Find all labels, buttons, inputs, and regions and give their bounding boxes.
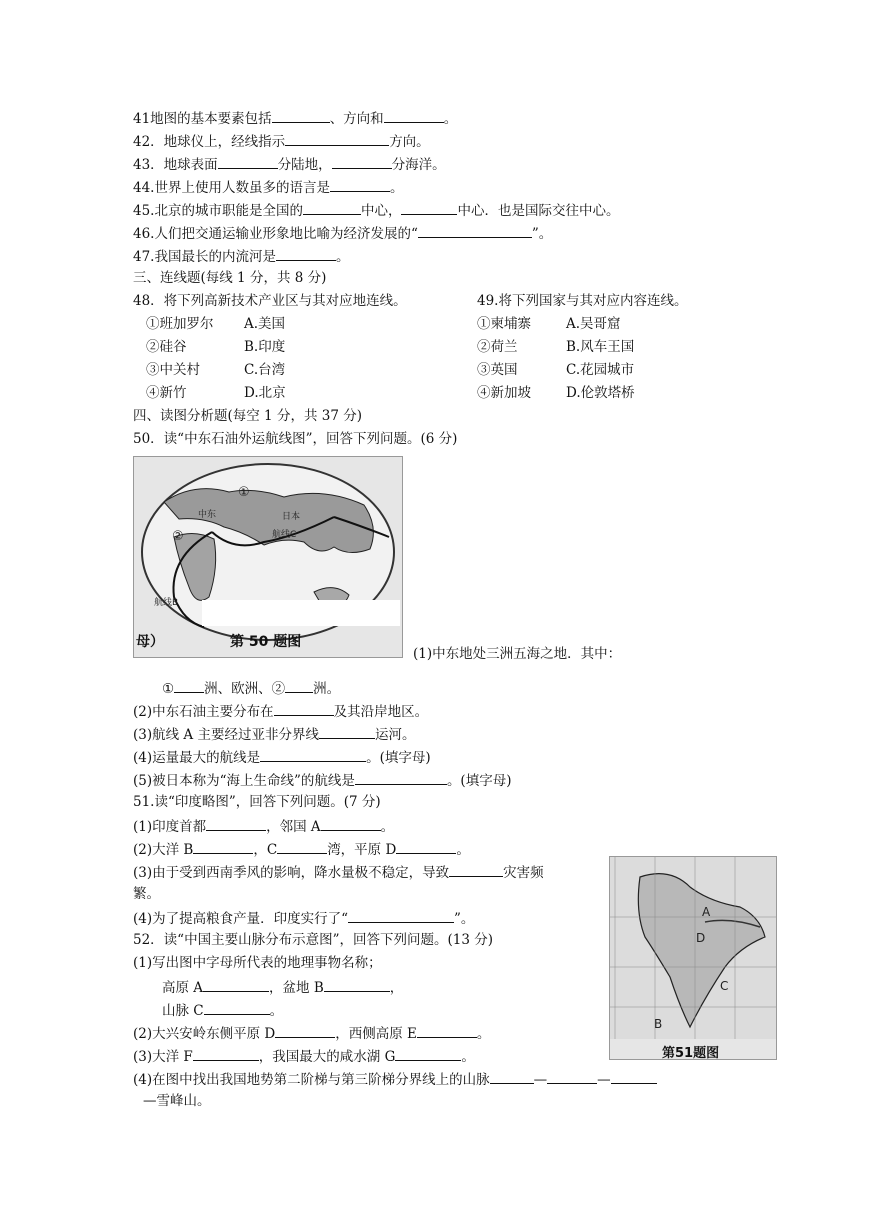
answer-blank[interactable] xyxy=(324,977,390,992)
answer-blank[interactable] xyxy=(277,839,327,854)
question-49-title: 49.将下列国家与其对应内容连线。 xyxy=(477,293,688,309)
figure-50-caption: 第 50 题图 xyxy=(230,634,302,650)
q49-right-2[interactable]: B.风车王国 xyxy=(566,339,635,355)
question-45: 45.北京的城市职能是全国的 中心， 中心．也是国际交往中心。 xyxy=(133,200,619,220)
answer-blank[interactable] xyxy=(611,1069,657,1084)
answer-blank[interactable] xyxy=(285,678,313,693)
answer-blank[interactable] xyxy=(348,908,454,923)
answer-blank[interactable] xyxy=(193,839,253,854)
q49-right-4[interactable]: D.伦敦塔桥 xyxy=(566,385,635,401)
map-blank-overlay xyxy=(202,600,400,626)
answer-blank[interactable] xyxy=(547,1069,597,1084)
q48-left-3[interactable]: ③中关村 xyxy=(146,362,200,378)
answer-blank[interactable] xyxy=(204,1000,270,1015)
q52-part-1-line-2: 山脉 C 。 xyxy=(162,1000,283,1020)
question-47: 47.我国最长的内流河是 。 xyxy=(133,246,349,266)
section-3-heading: 三、连线题(每线 1 分，共 8 分) xyxy=(133,270,327,286)
answer-blank[interactable] xyxy=(274,701,334,716)
q51-part-3: (3)由于受到西南季风的影响，降水量极不稳定，导致 灾害频 xyxy=(133,862,544,882)
q48-left-1[interactable]: ①班加罗尔 xyxy=(146,316,214,332)
answer-blank[interactable] xyxy=(395,1046,461,1061)
map-label-1: ① xyxy=(238,485,250,500)
india-map-label-d: D xyxy=(696,931,706,945)
answer-blank[interactable] xyxy=(396,839,456,854)
q52-part-1-line-1: 高原 A ，盆地 B ， xyxy=(162,977,403,997)
answer-blank[interactable] xyxy=(218,154,278,169)
section-4-heading: 四、读图分析题(每空 1 分，共 37 分) xyxy=(133,408,362,424)
q52-part-4: (4)在图中找出我国地势第二阶梯与第三阶梯分界线上的山脉 — — xyxy=(133,1069,657,1089)
q48-left-4[interactable]: ④新竹 xyxy=(146,385,187,401)
answer-blank[interactable] xyxy=(449,862,503,877)
q50-part-4: (4)运量最大的航线是 。(填字母) xyxy=(133,747,431,767)
q51-part-3-cont: 繁。 xyxy=(133,886,160,902)
question-41: 41地图的基本要素包括 、方向和 。 xyxy=(133,108,457,128)
india-map-figure xyxy=(610,857,776,1059)
map-label-japan: 日本 xyxy=(282,512,301,522)
q50-part-2: (2)中东石油主要分布在 及其沿岸地区。 xyxy=(133,701,428,721)
question-44: 44.世界上使用人数虽多的语言是 。 xyxy=(133,177,403,197)
q49-left-2[interactable]: ②荷兰 xyxy=(477,339,518,355)
q49-right-1[interactable]: A.吴哥窟 xyxy=(566,316,621,332)
q48-right-4[interactable]: D.北京 xyxy=(244,385,286,401)
answer-blank[interactable] xyxy=(174,678,204,693)
answer-blank[interactable] xyxy=(303,200,361,215)
india-map-label-c: C xyxy=(720,979,729,993)
map-label-route-b: 航线B xyxy=(154,598,179,608)
q48-left-2[interactable]: ②硅谷 xyxy=(146,339,187,355)
answer-blank[interactable] xyxy=(206,816,266,831)
q51-part-2: (2)大洋 B ，C 湾，平原 D 。 xyxy=(133,839,470,859)
map-label-route-c: 航线C xyxy=(272,530,297,540)
q51-part-4: (4)为了提高粮食产量．印度实行了“ ”。 xyxy=(133,908,474,928)
q50-part-1: (1)中东地处三洲五海之地．其中： xyxy=(413,646,622,662)
map-label-2: ② xyxy=(172,529,184,544)
question-51-title: 51.读“印度略图”，回答下列问题。(7 分) xyxy=(133,794,381,810)
q48-right-1[interactable]: A.美国 xyxy=(244,316,286,332)
question-43: 43．地球表面 分陆地， 分海洋。 xyxy=(133,154,446,174)
map-label-middle-east: 中东 xyxy=(198,510,217,520)
answer-blank[interactable] xyxy=(275,1023,335,1038)
q49-left-1[interactable]: ①柬埔寨 xyxy=(477,316,531,332)
world-map-figure xyxy=(134,457,402,657)
answer-blank[interactable] xyxy=(193,1046,259,1061)
q52-part-1: (1)写出图中字母所代表的地理事物名称； xyxy=(133,955,382,971)
answer-blank[interactable] xyxy=(203,977,269,992)
figure-51-caption: 第51题图 xyxy=(662,1046,720,1060)
answer-blank[interactable] xyxy=(272,108,330,123)
answer-blank[interactable] xyxy=(355,770,447,785)
q49-left-4[interactable]: ④新加坡 xyxy=(477,385,531,401)
q49-left-3[interactable]: ③英国 xyxy=(477,362,518,378)
q50-part-1-blanks: ① 洲、欧洲、② 洲。 xyxy=(162,678,340,698)
q50-part-3: (3)航线 A 主要经过亚非分界线 运河。 xyxy=(133,724,415,744)
answer-blank[interactable] xyxy=(319,724,375,739)
answer-blank[interactable] xyxy=(330,177,390,192)
answer-blank[interactable] xyxy=(276,246,336,261)
india-map-label-b: B xyxy=(654,1017,663,1031)
answer-blank[interactable] xyxy=(332,154,392,169)
q49-right-3[interactable]: C.花园城市 xyxy=(566,362,635,378)
question-46: 46.人们把交通运输业形象地比喻为经济发展的“ ”。 xyxy=(133,223,552,243)
answer-blank[interactable] xyxy=(384,108,444,123)
q48-right-3[interactable]: C.台湾 xyxy=(244,362,286,378)
middle-east-oil-route-map xyxy=(133,456,403,658)
q51-part-1: (1)印度首都 ，邻国 A 。 xyxy=(133,816,394,836)
answer-blank[interactable] xyxy=(285,131,389,146)
answer-blank[interactable] xyxy=(417,1023,477,1038)
answer-blank[interactable] xyxy=(418,223,532,238)
question-52-title: 52．读“中国主要山脉分布示意图”，回答下列问题。(13 分) xyxy=(133,932,493,948)
question-42: 42．地球仪上，经线指示 方向。 xyxy=(133,131,430,151)
india-map-label-a: A xyxy=(702,905,711,919)
answer-blank[interactable] xyxy=(401,200,457,215)
map-caption-prefix: 母） xyxy=(136,634,164,650)
question-50-title: 50．读“中东石油外运航线图”，回答下列问题。(6 分) xyxy=(133,431,458,447)
question-48-title: 48．将下列高新技术产业区与其对应地连线。 xyxy=(133,293,407,309)
answer-blank[interactable] xyxy=(321,816,381,831)
answer-blank[interactable] xyxy=(490,1069,534,1084)
answer-blank[interactable] xyxy=(260,747,366,762)
q52-part-4-cont: —雪峰山。 xyxy=(143,1093,211,1109)
q48-right-2[interactable]: B.印度 xyxy=(244,339,286,355)
q52-part-2: (2)大兴安岭东侧平原 D ，西侧高原 E 。 xyxy=(133,1023,490,1043)
india-map xyxy=(609,856,777,1060)
q52-part-3: (3)大洋 F ，我国最大的咸水湖 G 。 xyxy=(133,1046,475,1066)
q50-part-5: (5)被日本称为“海上生命线”的航线是 。(填字母) xyxy=(133,770,511,790)
